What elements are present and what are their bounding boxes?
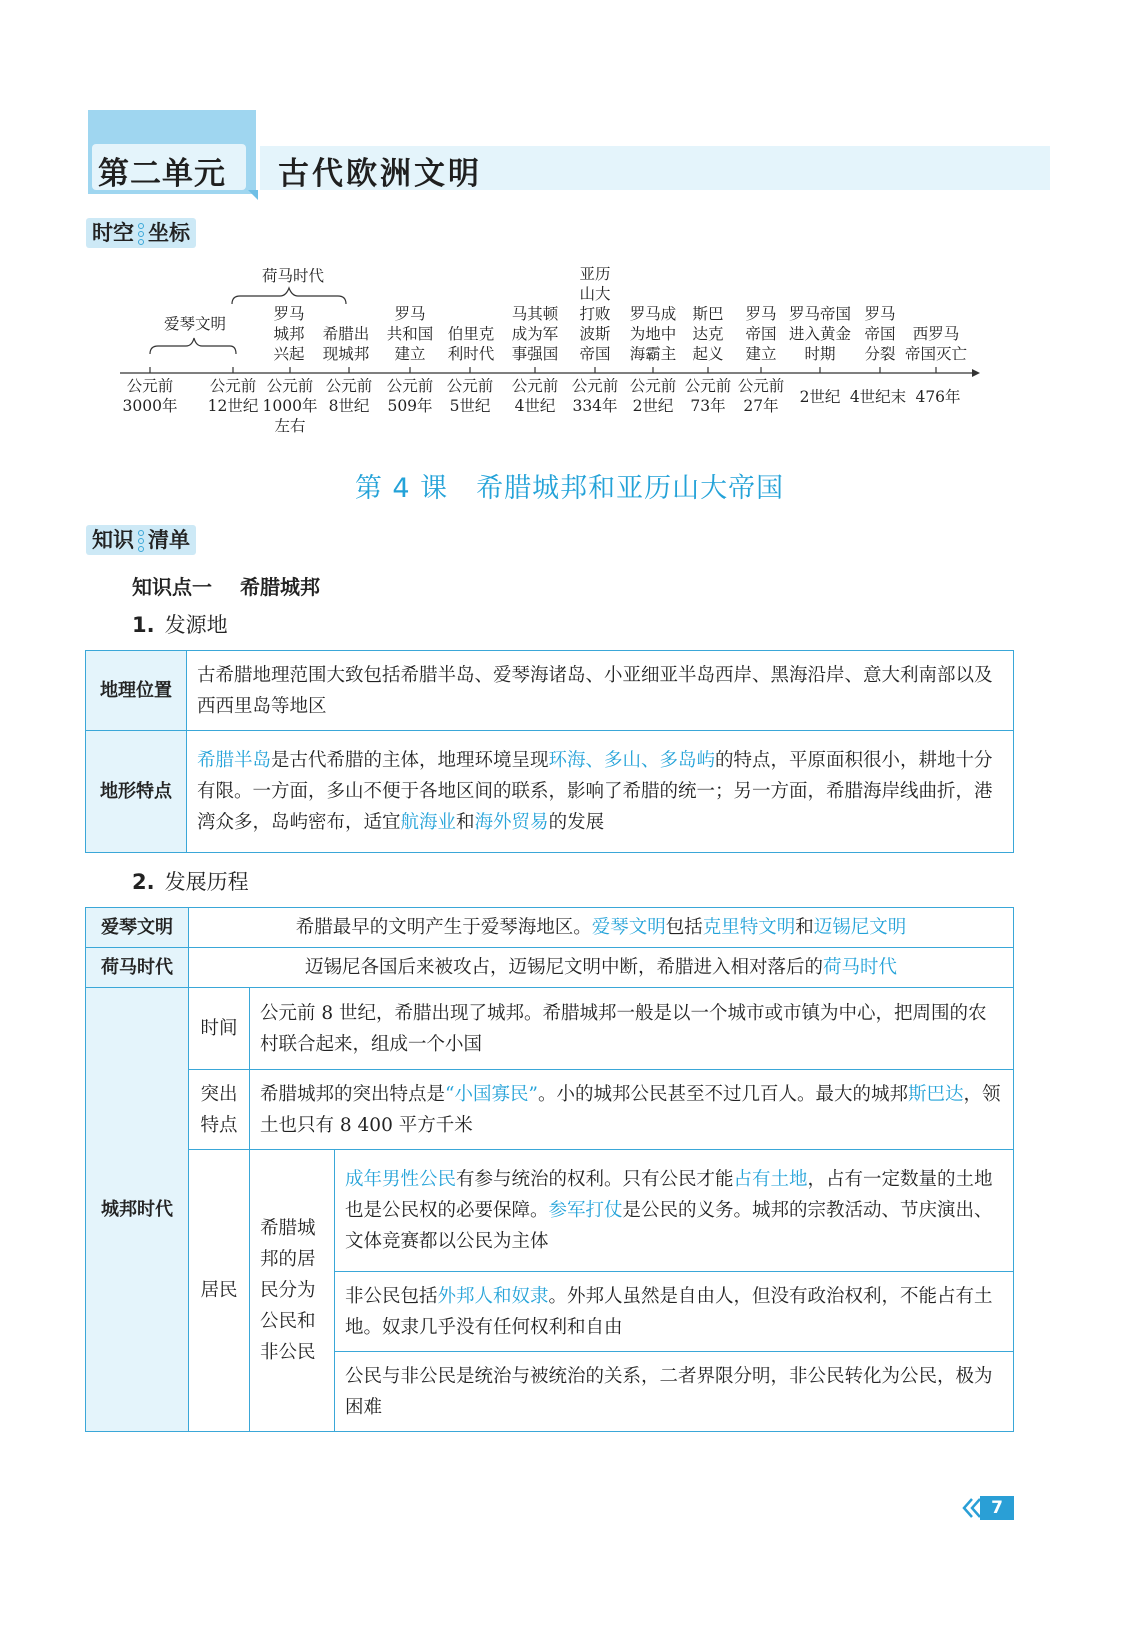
timeline-date-line: 4世纪 (514, 397, 556, 415)
text-span: 的特点，平原面积很小，耕地十分有限。一方面，多山不便于各地区间的联系，影响了希腊的统一；另一方面，希腊海岸线曲折，港湾众多，岛屿密布，适宜 (197, 750, 993, 833)
section1-number: 1. (132, 613, 155, 637)
timeline-event-line: 时期 (804, 345, 836, 363)
timeline-date-line: 公元前 (126, 377, 174, 395)
timeline-event-line: 进入黄金 (788, 325, 851, 343)
text-span: 希腊城邦的突出特点是 (260, 1083, 446, 1105)
noncitizen-text (335, 1272, 1014, 1352)
timeline-date-line: 公元前 (629, 377, 677, 395)
timeline-event-line: 罗马 (273, 305, 305, 323)
timeline-ticks (150, 367, 936, 373)
knowledge-tag-left: 知识 (92, 528, 134, 552)
time-text: 公元前 8 世纪，希腊出现了城邦。希腊城邦一般是以一个城市或市镇为中心，把周围的农村联合起来，组成一个小国 (250, 988, 1014, 1070)
homer-label: 荷马时代 (261, 267, 324, 285)
highlight: 外邦人和奴隶 (437, 1285, 549, 1307)
timeline-date-line: 公元前 (684, 377, 732, 395)
timeline-date-line: 公元前 (571, 377, 619, 395)
timeline-date-line: 27年 (743, 397, 779, 415)
timeline-date (788, 387, 852, 407)
timeline-event-line: 分裂 (864, 345, 896, 363)
highlight: 斯巴达 (907, 1083, 964, 1105)
timeline-date (258, 376, 322, 436)
text-span: ，占有一定数量的土地也是公民权的必要保障。 (345, 1169, 993, 1221)
city-row-label: 城邦时代 (86, 988, 189, 1432)
text-span: 包括 (665, 917, 703, 938)
timeline-date-line: 2世纪 (799, 388, 841, 406)
knowledge-tag-right: 清单 (148, 528, 190, 552)
table-row (86, 948, 1014, 988)
timeline-event (572, 264, 618, 364)
timeline-date-line: 公元前 (325, 377, 373, 395)
timeline-event-line: 共和国 (386, 325, 434, 343)
homer-row-text (189, 948, 1014, 988)
aegean-bracket (150, 338, 236, 354)
development-table (85, 907, 1014, 1432)
timeline-date-line: 公元前 (737, 377, 785, 395)
timeline-event-line: 帝国 (745, 325, 777, 343)
unit-title: 古代欧洲文明 (278, 156, 482, 192)
timeline-event-line: 西罗马 (912, 325, 960, 343)
timeline-date-line: 3000年 (122, 397, 178, 415)
knowledge-point-title: 希腊城邦 (240, 575, 320, 599)
timeline-event-line: 兴起 (273, 345, 305, 363)
timeline-event-line: 斯巴 (692, 305, 724, 323)
section1-heading (132, 609, 228, 639)
terrain-label: 地形特点 (86, 731, 187, 853)
timeline-event (505, 304, 565, 364)
table-row (86, 908, 1014, 948)
aegean-row-text (189, 908, 1014, 948)
lesson-title: 第 4 课 希腊城邦和亚历山大帝国 (354, 473, 785, 504)
text-span: 非公民包括 (345, 1285, 438, 1307)
timeline-event-line: 起义 (692, 345, 724, 363)
knowledge-point-label: 知识点一 (132, 575, 212, 599)
text-span: 是公民的义务。城邦的宗教活动、节庆演出、文体竞赛都以公民为主体 (345, 1200, 993, 1252)
timeline-event-line: 伯里克 (447, 325, 495, 343)
homer-row-label: 荷马时代 (86, 948, 189, 988)
timeline-date (729, 376, 793, 416)
resident-sub: 希腊城邦的居民分为公民和非公民 (250, 1150, 335, 1432)
unit-corner-decoration (248, 190, 258, 200)
text-span: 。小的城邦公民甚至不过几百人。最大的城邦 (537, 1083, 908, 1105)
timeline-date (503, 376, 567, 416)
timeline-event-line: 城邦 (273, 325, 305, 343)
timeline-date-line: 4世纪末 (849, 388, 907, 406)
text-span: 有参与统治的权利。只有公民才能 (456, 1169, 734, 1190)
timeline-event-line: 罗马 (864, 305, 896, 323)
highlight: “小国寡民” (445, 1083, 538, 1105)
timeline-event (316, 324, 376, 364)
timeline-date (563, 376, 627, 416)
section2-heading (132, 866, 249, 896)
timeline-date (438, 376, 502, 416)
timeline-date-line: 公元前 (386, 377, 434, 395)
timeline-event (382, 304, 438, 364)
timeline-date (118, 376, 182, 416)
timeline-date-line: 公元前 (209, 377, 257, 395)
chain-icon (136, 223, 146, 245)
timeline-event-line: 帝国 (579, 345, 611, 363)
timeline-event-line: 建立 (394, 345, 426, 363)
citizen-text (335, 1150, 1014, 1272)
timeline-event-line: 马其顿 (511, 305, 559, 323)
timeline-date-line: 8世纪 (328, 397, 370, 415)
feature-label: 突出特点 (189, 1070, 250, 1150)
chain-icon (136, 530, 146, 552)
highlight: 成年男性公民 (345, 1169, 457, 1190)
page-number: 7 (980, 1496, 1014, 1520)
timeline-event (896, 324, 976, 364)
table-row (86, 988, 1014, 1070)
section2-title: 发展历程 (164, 870, 249, 894)
timeline (100, 262, 1000, 442)
time-label: 时间 (189, 988, 250, 1070)
timeline-event-line: 波斯 (579, 325, 611, 343)
timeline-arrow (972, 369, 980, 377)
highlight: 希腊半岛 (197, 750, 272, 771)
timeline-date-line: 左右 (274, 417, 306, 435)
timeline-date (201, 376, 265, 416)
timeline-date-line: 公元前 (266, 377, 314, 395)
text-span: 和 (456, 812, 475, 833)
timeline-event (685, 304, 731, 364)
timeline-date-line: 12世纪 (207, 397, 259, 415)
timeline-date-line: 公元前 (446, 377, 494, 395)
text-span: 和 (795, 917, 814, 938)
timeline-event (738, 304, 784, 364)
origin-table (85, 650, 1014, 853)
timeline-event-line: 罗马成 (629, 305, 677, 323)
highlight: 航海业 (400, 812, 457, 833)
timeline-date (846, 387, 910, 407)
timeline-date-line: 73年 (690, 397, 726, 415)
highlight: 参军打仗 (548, 1200, 623, 1221)
timeline-event-line: 现城邦 (322, 345, 370, 363)
highlight: 荷马时代 (823, 957, 898, 978)
timeline-date-line: 476年 (915, 388, 961, 406)
homer-bracket (232, 288, 346, 304)
unit-banner (88, 110, 1050, 194)
timeline-event-line: 利时代 (447, 345, 495, 363)
timeline-date (317, 376, 381, 416)
table-row (86, 731, 1014, 853)
timeline-date-line: 334年 (572, 397, 618, 415)
highlight: 海外贸易 (474, 812, 549, 833)
timeline-date (906, 387, 970, 407)
timeline-event-line: 事强国 (511, 345, 559, 363)
table-row (86, 1070, 1014, 1150)
unit-label: 第二单元 (98, 156, 226, 192)
text-span: 希腊最早的文明产生于爱琴海地区。 (295, 917, 592, 938)
spacetime-tag-left: 时空 (92, 221, 134, 245)
timeline-event (264, 304, 314, 364)
text-span: 是古代希腊的主体，地理环境呈现 (271, 750, 549, 771)
text-span: 迈锡尼各国后来被攻占，迈锡尼文明中断，希腊进入相对落后的 (304, 957, 823, 978)
highlight: 克里特文明 (702, 917, 796, 938)
timeline-event (623, 304, 683, 364)
timeline-event-line: 打败 (579, 305, 611, 323)
timeline-event-line: 罗马 (745, 305, 777, 323)
timeline-event-line: 亚历 (579, 265, 611, 283)
spacetime-tag-right: 坐标 (148, 221, 190, 245)
relation-text: 公民与非公民是统治与被统治的关系，二者界限分明，非公民转化为公民，极为困难 (335, 1352, 1014, 1432)
timeline-date-line: 5世纪 (449, 397, 491, 415)
timeline-event-line: 达克 (692, 325, 724, 343)
section2-number: 2. (132, 870, 155, 894)
knowledge-tag (86, 525, 196, 555)
highlight: 爱琴文明 (591, 917, 666, 938)
spacetime-tag (86, 218, 196, 248)
section1-title: 发源地 (164, 613, 228, 637)
geo-text: 古希腊地理范围大致包括希腊半岛、爱琴海诸岛、小亚细亚半岛西岸、黑海沿岸、意大利南部以及西西里岛等地区 (187, 651, 1014, 731)
timeline-event-line: 帝国灭亡 (904, 345, 967, 363)
timeline-event-line: 建立 (745, 345, 777, 363)
timeline-event-line: 罗马帝国 (788, 305, 851, 323)
text-span: 的发展 (548, 812, 605, 833)
table-row (86, 1150, 1014, 1272)
timeline-event-line: 成为军 (511, 325, 559, 343)
text-span: ，领土也只有 8 400 平方千米 (260, 1083, 1001, 1136)
timeline-event-line: 海霸主 (629, 345, 677, 363)
timeline-event-line: 罗马 (394, 305, 426, 323)
highlight: 环海、多山、多岛屿 (548, 750, 716, 771)
knowledge-point-heading (132, 571, 320, 600)
timeline-date-line: 509年 (387, 397, 433, 415)
table-row (86, 651, 1014, 731)
timeline-date-line: 公元前 (511, 377, 559, 395)
timeline-event-line: 希腊出 (322, 325, 370, 343)
timeline-event-line: 为地中 (629, 325, 677, 343)
aegean-label: 爱琴文明 (163, 315, 226, 333)
timeline-event (784, 304, 856, 364)
feature-text (250, 1070, 1014, 1150)
highlight: 迈锡尼文明 (813, 917, 907, 938)
terrain-text (187, 731, 1014, 853)
timeline-date (378, 376, 442, 416)
highlight: 占有土地 (733, 1169, 808, 1190)
text-span: 。外邦人虽然是自由人，但没有政治权利，不能占有土地。奴隶几乎没有任何权利和自由 (345, 1285, 993, 1338)
timeline-event (442, 324, 500, 364)
resident-label: 居民 (189, 1150, 250, 1432)
timeline-event-line: 帝国 (864, 325, 896, 343)
timeline-date-line: 2世纪 (632, 397, 674, 415)
timeline-event-line: 山大 (579, 285, 611, 303)
timeline-date-line: 1000年 (262, 397, 318, 415)
geo-label: 地理位置 (86, 651, 187, 731)
aegean-row-label: 爱琴文明 (86, 908, 189, 948)
